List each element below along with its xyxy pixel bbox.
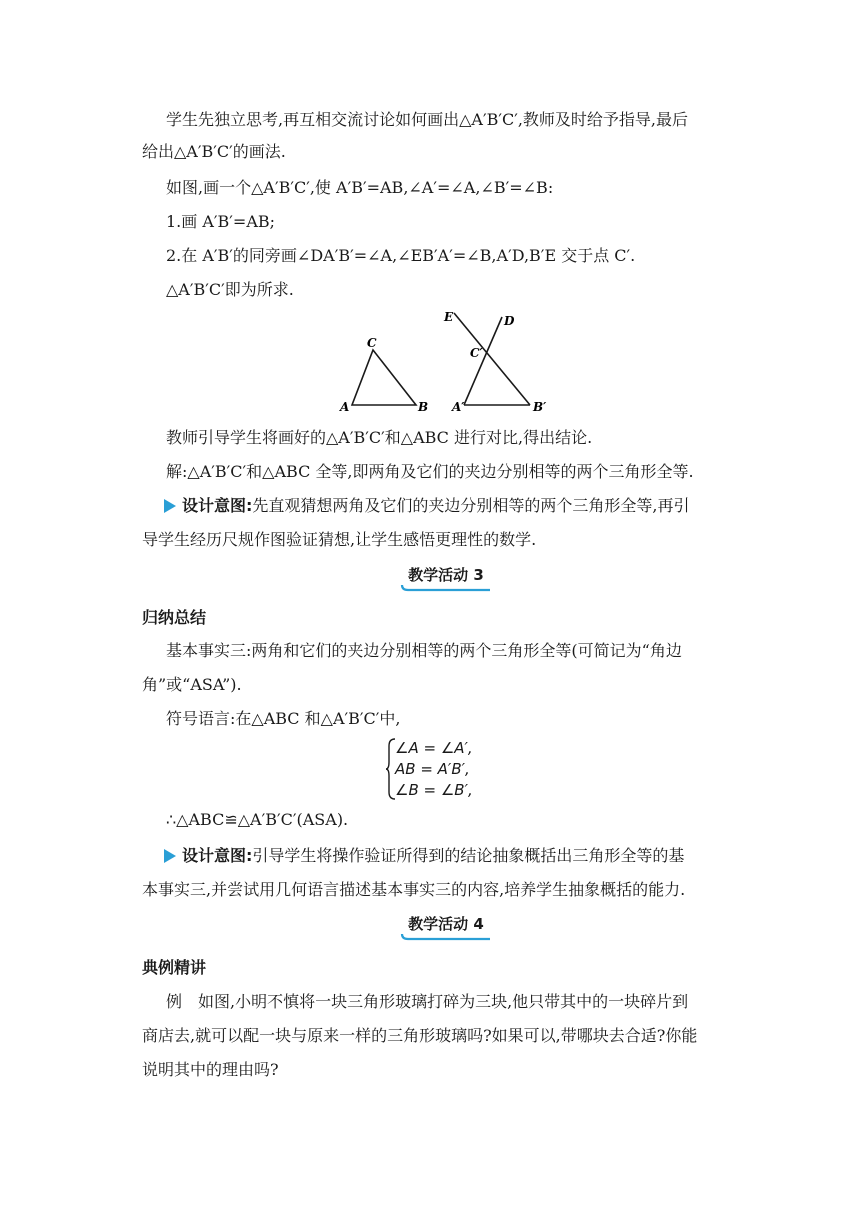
paragraph-line: 学生先独立思考,再互相交流讨论如何画出△A′B′C′,教师及时给予指导,最后: [166, 110, 689, 129]
construction-intro: 如图,画一个△A′B′C′,使 A′B′=AB,∠A′=∠A,∠B′=∠B:: [166, 178, 554, 197]
heading-underline: [400, 933, 492, 941]
label-e: E: [444, 310, 454, 324]
label-c: C: [367, 336, 377, 350]
triangle-construction-figure: [330, 305, 560, 417]
basic-fact-line: 基本事实三:两角和它们的夹边分别相等的两个三角形全等(可简记为“角边: [166, 641, 682, 660]
label-b-prime: B′: [533, 400, 547, 414]
basic-fact-line: 角”或“ASA”).: [142, 675, 242, 694]
design-intent-2: 设计意图:引导学生将操作验证所得到的结论抽象概括出三角形全等的基: [164, 846, 684, 866]
design-intent-2-continued: 本事实三,并尝试用几何语言描述基本事实三的内容,培养学生抽象概括的能力.: [142, 880, 686, 899]
design-intent-1: 设计意图:先直观猜想两角及它们的夹边分别相等的两个三角形全等,再引: [164, 496, 690, 516]
ray-b-prime-e: [454, 313, 530, 405]
summary-heading: 归纳总结: [142, 608, 207, 627]
label-d: D: [504, 314, 515, 328]
label-b: B: [418, 400, 429, 414]
solution-text: 解:△A′B′C′和△ABC 全等,即两角及它们的夹边分别相等的两个三角形全等.: [166, 462, 694, 481]
activity-3-heading: 教学活动 3: [400, 564, 492, 592]
triangle-marker-icon: [164, 499, 176, 513]
activity-4-heading: 教学活动 4: [400, 913, 492, 941]
comparison-text: 教师引导学生将画好的△A′B′C′和△ABC 进行对比,得出结论.: [166, 428, 593, 447]
example-heading: 典例精讲: [142, 958, 207, 977]
condition-side-ab: AB = A′B′,: [395, 760, 470, 778]
paragraph-line: 给出△A′B′C′的画法.: [142, 142, 286, 161]
label-a: A: [340, 400, 350, 414]
condition-angle-a: ∠A = ∠A′,: [395, 739, 473, 757]
triangle-abc: [352, 350, 416, 405]
design-intent-1-continued: 导学生经历尺规作图验证猜想,让学生感悟更理性的数学.: [142, 530, 537, 549]
label-c-prime: C′: [470, 346, 483, 360]
construction-step-1: 1.画 A′B′=AB;: [166, 212, 276, 231]
conclusion-text: ∴△ABC≌△A′B′C′(ASA).: [166, 810, 349, 829]
ray-a-prime-d: [464, 317, 502, 405]
example-line: 商店去,就可以配一块与原来一样的三角形玻璃吗?如果可以,带哪块去合适?你能: [142, 1026, 698, 1045]
condition-angle-b: ∠B = ∠B′,: [395, 781, 473, 799]
example-line: 说明其中的理由吗?: [142, 1060, 279, 1079]
example-line: 例 如图,小明不慎将一块三角形玻璃打碎为三块,他只带其中的一块碎片到: [166, 992, 689, 1011]
construction-result: △A′B′C′即为所求.: [166, 280, 294, 299]
triangle-marker-icon: [164, 849, 176, 863]
construction-step-2: 2.在 A′B′的同旁画∠DA′B′=∠A,∠EB′A′=∠B,A′D,B′E 交于点 C′.: [166, 246, 636, 265]
heading-underline: [400, 584, 492, 592]
symbol-language-intro: 符号语言:在△ABC 和△A′B′C′中,: [166, 709, 401, 728]
conditions-system: [386, 738, 526, 800]
label-a-prime: A′: [452, 400, 465, 414]
